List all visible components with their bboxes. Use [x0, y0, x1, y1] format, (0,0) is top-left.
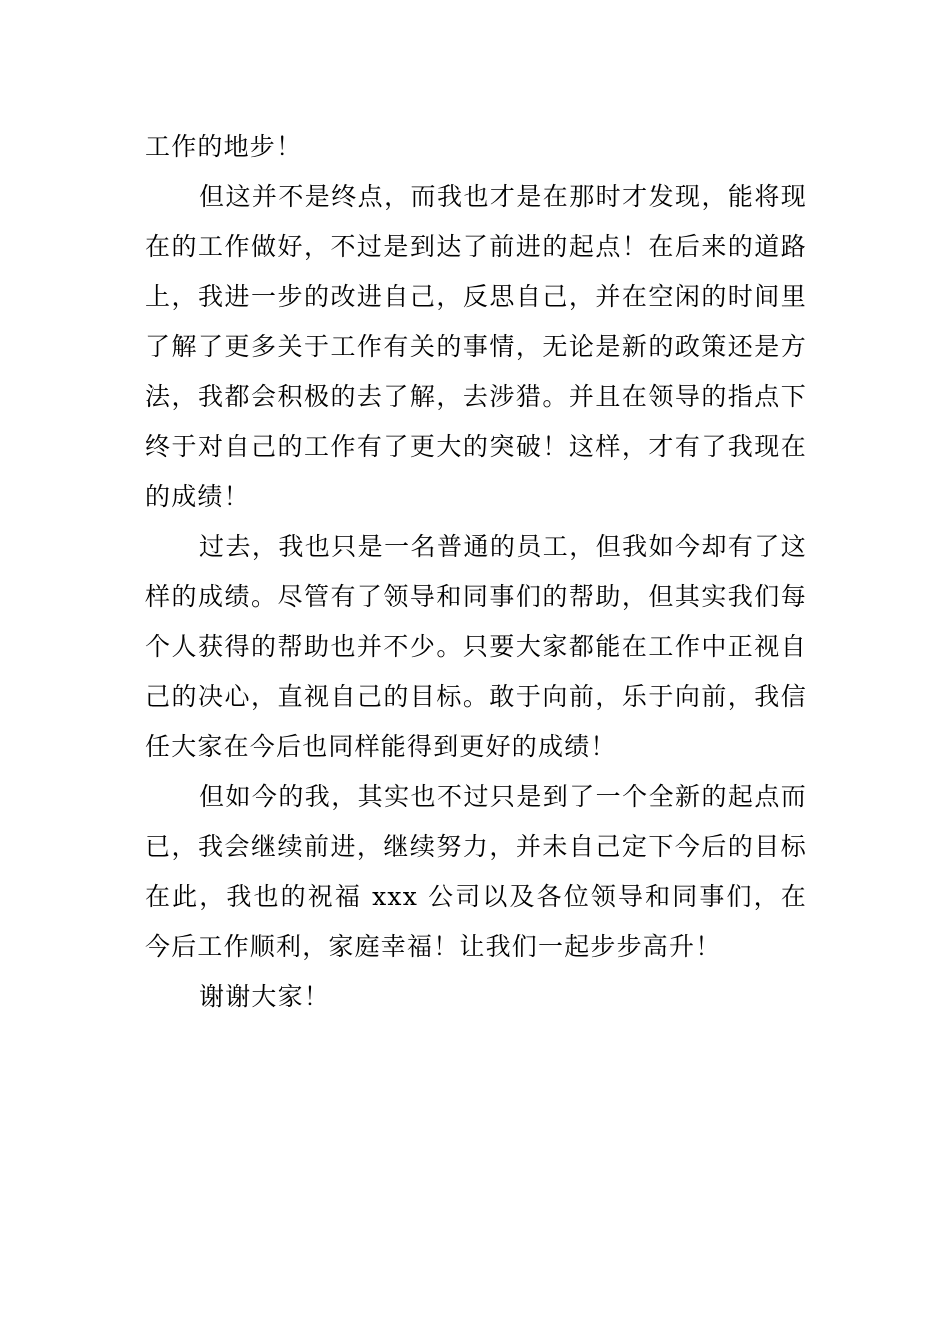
paragraph-1: 工作的地步！ — [145, 132, 303, 161]
paragraph-3: 过去，我也只是一名普通的员工，但我如今却有了这样的成绩。尽管有了领导和同事们的帮助，但其实我们每个人获得的帮助也并不少。只要大家都能在工作中正视自己的决心，直视自己的目标。敢于向前，乐于向前，我信任大家在今后也同样能得到更好的成绩！ — [145, 532, 807, 761]
paragraph-4: 但如今的我，其实也不过只是到了一个全新的起点而已，我会继续前进，继续努力，并未自己定下今后的目标在此，我也的祝福 xxx 公司以及各位领导和同事们，在今后工作顺利，家庭幸福！让我们一起步步高升！ — [145, 782, 807, 961]
paragraph-2: 但这并不是终点，而我也才是在那时才发现，能将现在的工作做好，不过是到达了前进的起点！在后来的道路上，我进一步的改进自己，反思自己，并在空闲的时间里了解了更多关于工作有关的事情，无论是新的政策还是方法，我都会积极的去了解，去涉猎。并且在领导的指点下终于对自己的工作有了更大的突破！这样，才有了我现在的成绩！ — [145, 182, 807, 511]
paragraph-closing: 谢谢大家！ — [199, 982, 331, 1011]
document-body — [145, 122, 807, 1022]
